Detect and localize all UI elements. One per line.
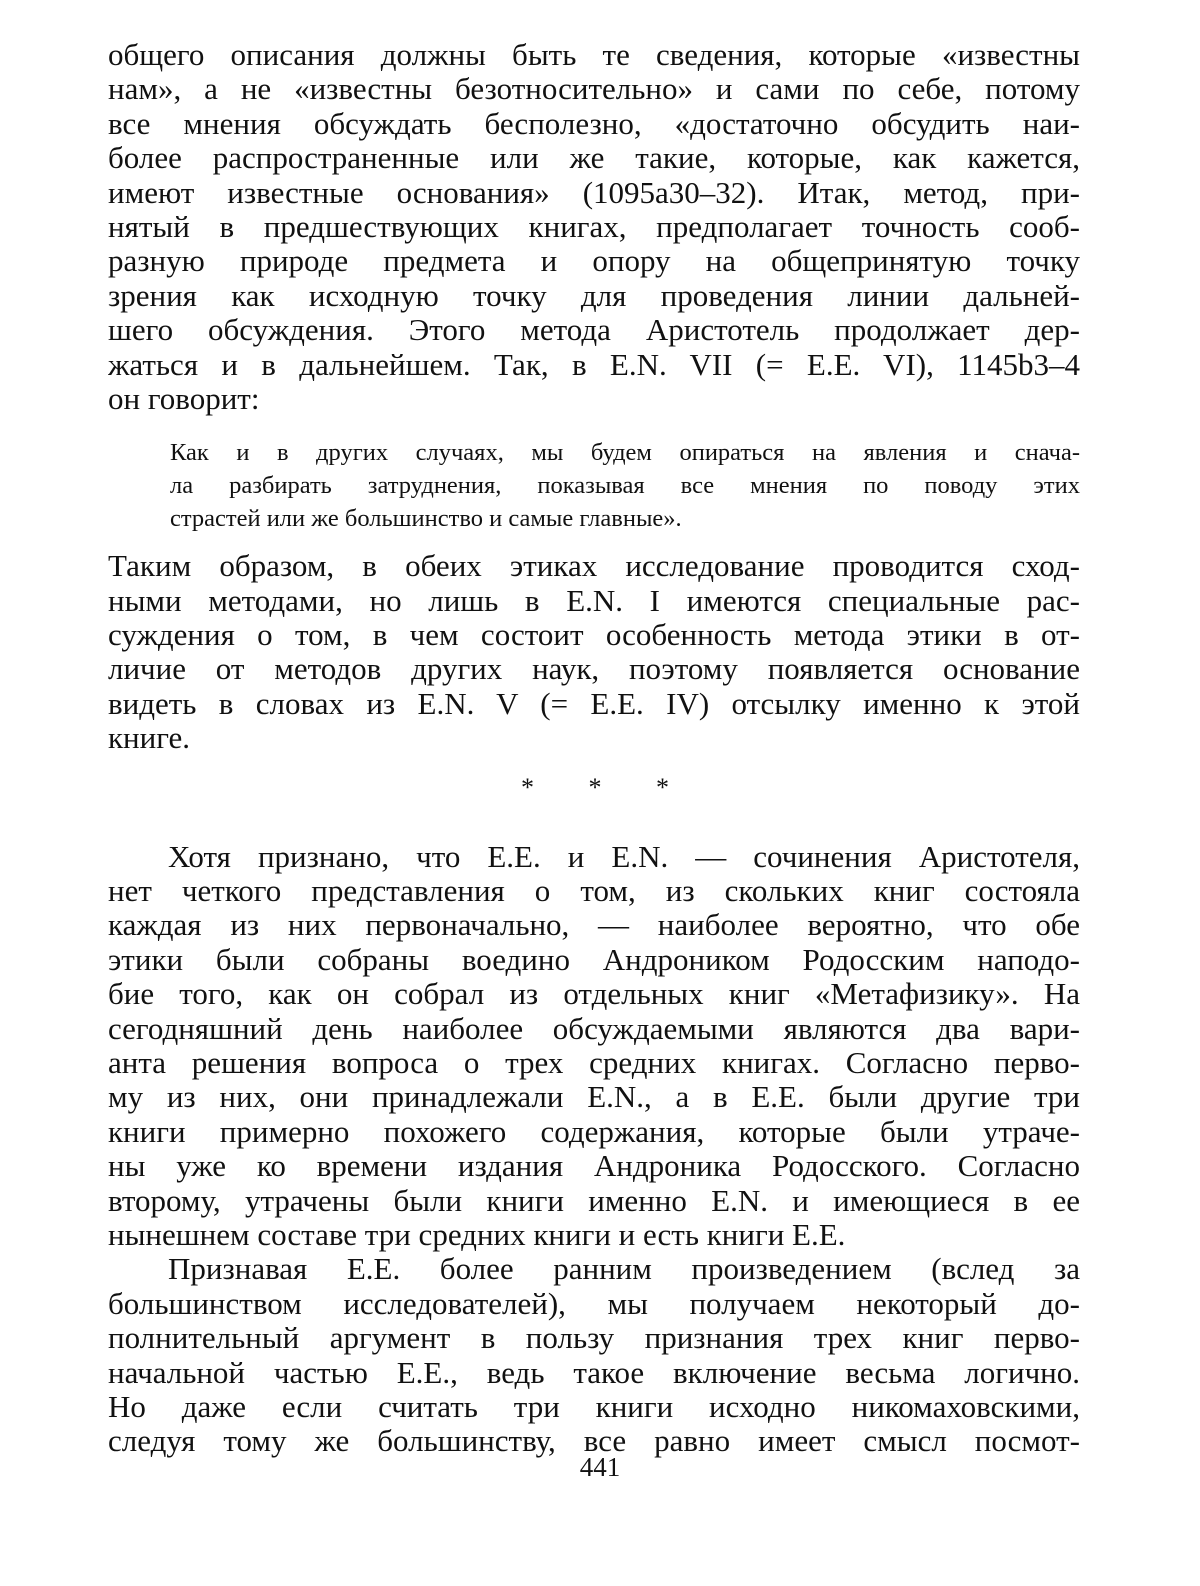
text-line: нам», а не «известны безотносительно» и сами по себе, потому — [108, 72, 1080, 107]
text-line: жаться и в дальнейшем. Так, в E.N. VII (= E.E. VI), 1145b3–4 — [108, 347, 1080, 382]
text-line: следуя тому же большинству, все равно имеет смысл посмот- — [108, 1424, 1080, 1459]
text-line: нятый в предшествующих книгах, предполагает точность сооб- — [108, 209, 1080, 244]
paragraph-1 — [108, 38, 1080, 416]
text-line: анта решения вопроса о трех средних книгах. Согласно перво- — [108, 1045, 1080, 1080]
quote-line: Как и в других случаях, мы будем опираться на явления и снача- — [170, 439, 1080, 467]
text-line: му из них, они принадлежали E.N., а в E.E. были другие три — [108, 1080, 1080, 1115]
text-line: суждения о том, в чем состоит особенность метода этики в от- — [108, 618, 1080, 653]
text-line: более распространенные или же такие, которые, как кажется, — [108, 141, 1080, 176]
text-line: каждая из них первоначально, — наиболее вероятно, что обе — [108, 908, 1080, 943]
text-line: начальной частью E.E., ведь такое включение весьма логично. — [108, 1355, 1080, 1390]
section-separator: * * * — [521, 772, 693, 802]
text-line: Таким образом, в обеих этиках исследование проводится сход- — [108, 549, 1080, 584]
text-line: ными методами, но лишь в E.N. I имеются специальные рас- — [108, 583, 1080, 618]
paragraph-4 — [108, 1252, 1080, 1458]
page-number: 441 — [579, 1452, 621, 1482]
text-line: ны уже ко времени издания Андроника Родосского. Согласно — [108, 1149, 1080, 1184]
text-line: общего описания должны быть те сведения, которые «известны — [108, 38, 1080, 72]
block-quote — [108, 436, 1080, 535]
text-line: второму, утрачены были книги именно E.N. и имеющиеся в ее — [108, 1183, 1080, 1218]
text-line: нет четкого представления о том, из скольких книг состояла — [108, 874, 1080, 909]
text-line: сегодняшний день наиболее обсуждаемыми являются два вари- — [108, 1011, 1080, 1046]
text-line: этики были собраны воедино Андроником Родосским наподо- — [108, 942, 1080, 977]
text-line: полнительный аргумент в пользу признания трех книг перво- — [108, 1321, 1080, 1356]
paragraph-3 — [108, 840, 1080, 1253]
page-body — [108, 38, 1080, 1459]
text-line: книги примерно похожего содержания, которые были утраче- — [108, 1114, 1080, 1149]
quote-line: страстей или же большинство и самые главные». — [170, 505, 682, 533]
text-line: зрения как исходную точку для проведения линии дальней- — [108, 278, 1080, 313]
text-line: шего обсуждения. Этого метода Аристотель продолжает дер- — [108, 313, 1080, 348]
text-line: все мнения обсуждать бесполезно, «достаточно обсудить наи- — [108, 106, 1080, 141]
text-line: личие от методов других наук, поэтому появляется основание — [108, 652, 1080, 687]
text-line: Но даже если считать три книги исходно никомаховскими, — [108, 1389, 1080, 1424]
text-line: Хотя признано, что E.E. и E.N. — сочинения Аристотеля, — [168, 839, 1080, 874]
text-line: большинством исследователей), мы получаем некоторый до- — [108, 1286, 1080, 1321]
quote-line: ла разбирать затруднения, показывая все мнения по поводу этих — [170, 472, 1080, 500]
text-line: имеют известные основания» (1095а30–32). Итак, метод, при- — [108, 175, 1080, 210]
text-line: Признавая E.E. более ранним произведением (вслед за — [168, 1252, 1080, 1287]
paragraph-2 — [108, 549, 1080, 755]
text-line: книге. — [108, 721, 191, 756]
text-line: нынешнем составе три средних книги и есть книги E.E. — [108, 1217, 846, 1252]
text-line: видеть в словах из E.N. V (= E.E. IV) отсылку именно к этой — [108, 686, 1080, 721]
text-line: бие того, как он собрал из отдельных книг «Метафизику». На — [108, 977, 1080, 1012]
text-line: разную природе предмета и опору на общепринятую точку — [108, 244, 1080, 279]
text-line: он говорит: — [108, 381, 260, 416]
